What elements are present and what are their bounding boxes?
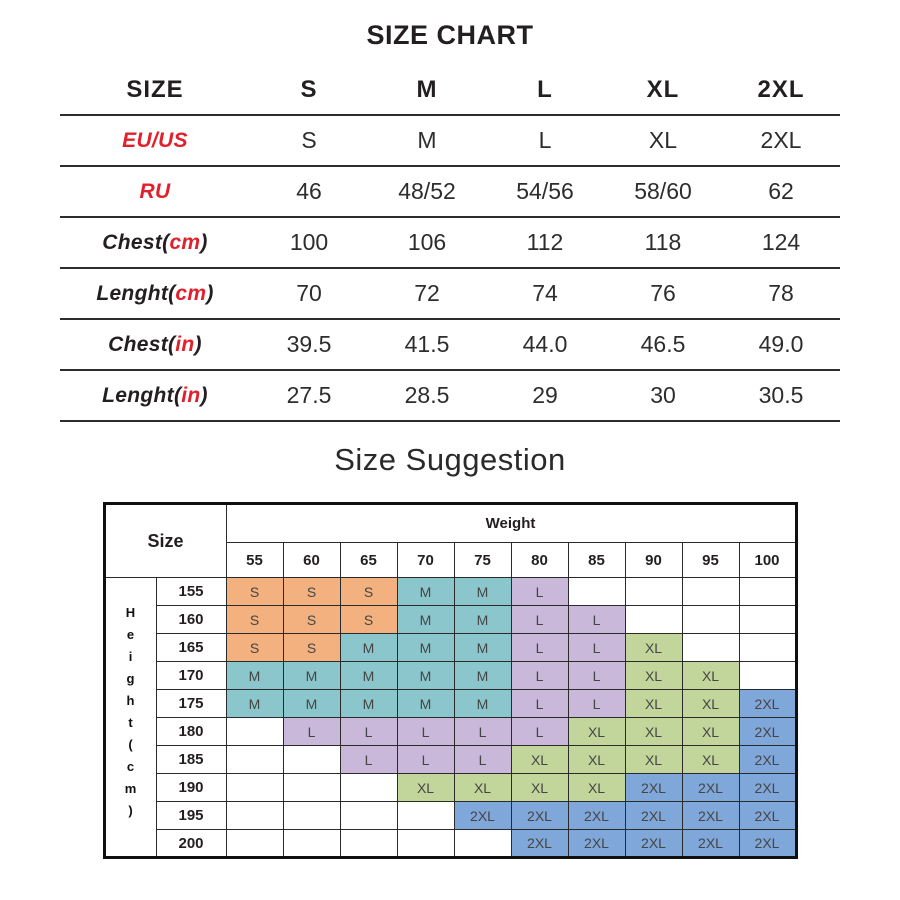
size-chart-row-label bbox=[60, 115, 250, 166]
size-cell: M bbox=[397, 662, 454, 690]
size-cell: 2XL bbox=[568, 802, 625, 830]
size-chart-value: 29 bbox=[532, 382, 558, 408]
weight-axis-label: Weight bbox=[226, 504, 796, 543]
row-label-part: cm bbox=[175, 281, 207, 305]
size-cell: XL bbox=[454, 774, 511, 802]
size-chart-value: 30 bbox=[650, 382, 676, 408]
empty-cell bbox=[625, 578, 682, 606]
size-cell: L bbox=[511, 690, 568, 718]
empty-cell bbox=[226, 746, 283, 774]
size-chart-value: 78 bbox=[768, 280, 794, 306]
size-cell: L bbox=[511, 578, 568, 606]
size-cell: 2XL bbox=[739, 718, 796, 746]
size-cell: M bbox=[454, 690, 511, 718]
size-chart-row bbox=[60, 370, 840, 421]
size-cell: L bbox=[568, 690, 625, 718]
empty-cell bbox=[397, 802, 454, 830]
size-cell: XL bbox=[568, 718, 625, 746]
empty-cell bbox=[283, 802, 340, 830]
suggestion-row bbox=[104, 690, 796, 718]
size-chart-row bbox=[60, 115, 840, 166]
height-tick: 165 bbox=[156, 634, 226, 662]
empty-cell bbox=[226, 718, 283, 746]
weight-tick: 85 bbox=[568, 543, 625, 578]
row-label-part: ) bbox=[200, 383, 208, 407]
size-cell: 2XL bbox=[454, 802, 511, 830]
height-tick: 200 bbox=[156, 830, 226, 858]
size-chart-row-label bbox=[60, 319, 250, 370]
size-chart-value: 44.0 bbox=[522, 331, 568, 357]
row-label-part: EU/US bbox=[122, 128, 188, 152]
size-cell: L bbox=[454, 746, 511, 774]
size-cell: M bbox=[283, 690, 340, 718]
size-cell: 2XL bbox=[739, 746, 796, 774]
empty-cell bbox=[682, 578, 739, 606]
size-cell: 2XL bbox=[682, 774, 739, 802]
size-chart-table bbox=[60, 65, 840, 422]
size-cell: L bbox=[397, 718, 454, 746]
size-cell: S bbox=[226, 578, 283, 606]
row-label-part: ) bbox=[200, 230, 208, 254]
size-chart-value: 39.5 bbox=[286, 331, 332, 357]
size-chart-col-header: S bbox=[300, 75, 318, 103]
size-chart-value: 70 bbox=[296, 280, 322, 306]
size-chart-value: 100 bbox=[289, 229, 329, 255]
size-cell: XL bbox=[682, 662, 739, 690]
size-cell: L bbox=[283, 718, 340, 746]
size-chart-value: 46 bbox=[296, 178, 322, 204]
suggestion-row bbox=[104, 746, 796, 774]
size-chart-value: 72 bbox=[414, 280, 440, 306]
suggestion-row bbox=[104, 662, 796, 690]
size-cell: L bbox=[340, 718, 397, 746]
height-tick: 185 bbox=[156, 746, 226, 774]
size-cell: 2XL bbox=[682, 830, 739, 858]
weight-tick: 90 bbox=[625, 543, 682, 578]
suggestion-row bbox=[104, 718, 796, 746]
size-cell: M bbox=[340, 662, 397, 690]
size-cell: M bbox=[226, 690, 283, 718]
subtitle: Size Suggestion bbox=[334, 442, 566, 477]
weight-header-row bbox=[104, 504, 796, 543]
empty-cell bbox=[739, 606, 796, 634]
weight-tick: 65 bbox=[340, 543, 397, 578]
empty-cell bbox=[739, 662, 796, 690]
row-label-part: Lenght( bbox=[96, 281, 176, 305]
size-cell: S bbox=[283, 634, 340, 662]
suggestion-row bbox=[104, 774, 796, 802]
weight-tick: 55 bbox=[226, 543, 283, 578]
size-chart-row-label bbox=[60, 166, 250, 217]
suggestion-row bbox=[104, 634, 796, 662]
size-chart-value: 118 bbox=[644, 229, 682, 255]
empty-cell bbox=[454, 830, 511, 858]
size-chart-label-col-header: SIZE bbox=[126, 75, 184, 103]
weight-tick: 95 bbox=[682, 543, 739, 578]
row-label-part: Chest( bbox=[108, 332, 176, 356]
size-chart-value: 58/60 bbox=[634, 178, 692, 204]
size-chart-row-label bbox=[60, 370, 250, 421]
weight-tick: 70 bbox=[397, 543, 454, 578]
size-cell: L bbox=[511, 718, 568, 746]
size-cell: M bbox=[340, 690, 397, 718]
size-chart-col-header: XL bbox=[646, 75, 680, 103]
size-chart-row bbox=[60, 166, 840, 217]
size-chart-value: 124 bbox=[761, 229, 801, 255]
empty-cell bbox=[682, 606, 739, 634]
size-chart-value: 74 bbox=[532, 280, 558, 306]
empty-cell bbox=[226, 830, 283, 858]
suggestion-row bbox=[104, 802, 796, 830]
size-cell: 2XL bbox=[568, 830, 625, 858]
size-chart-value: 49.0 bbox=[758, 331, 804, 357]
size-chart-value: S bbox=[301, 127, 317, 153]
size-cell: 2XL bbox=[739, 830, 796, 858]
size-chart-value: 41.5 bbox=[404, 331, 450, 357]
size-chart-value: 76 bbox=[650, 280, 676, 306]
size-cell: M bbox=[397, 606, 454, 634]
size-chart-value: 48/52 bbox=[398, 178, 456, 204]
weight-tick: 75 bbox=[454, 543, 511, 578]
page-title: SIZE CHART bbox=[366, 20, 534, 50]
size-cell: S bbox=[283, 578, 340, 606]
size-cell: S bbox=[340, 606, 397, 634]
height-tick: 180 bbox=[156, 718, 226, 746]
size-cell: L bbox=[568, 634, 625, 662]
size-cell: 2XL bbox=[739, 802, 796, 830]
empty-cell bbox=[739, 578, 796, 606]
row-label-part: Lenght( bbox=[102, 383, 182, 407]
size-cell: XL bbox=[625, 662, 682, 690]
size-cell: XL bbox=[511, 774, 568, 802]
size-chart-value: XL bbox=[648, 127, 678, 153]
row-label-part: in bbox=[181, 383, 201, 407]
size-cell: S bbox=[283, 606, 340, 634]
size-cell: XL bbox=[625, 746, 682, 774]
size-cell: L bbox=[511, 634, 568, 662]
size-chart-value: M bbox=[417, 127, 437, 153]
size-corner-label: Size bbox=[104, 504, 226, 578]
size-chart-row-label bbox=[60, 217, 250, 268]
height-axis-label-cell bbox=[104, 578, 156, 858]
size-cell: L bbox=[511, 662, 568, 690]
empty-cell bbox=[283, 830, 340, 858]
size-chart-col-header: L bbox=[537, 75, 553, 103]
size-cell: XL bbox=[682, 690, 739, 718]
size-cell: M bbox=[397, 634, 454, 662]
size-cell: 2XL bbox=[739, 774, 796, 802]
size-chart-row bbox=[60, 217, 840, 268]
size-chart-row bbox=[60, 319, 840, 370]
size-cell: M bbox=[454, 606, 511, 634]
empty-cell bbox=[397, 830, 454, 858]
size-cell: 2XL bbox=[511, 802, 568, 830]
height-tick: 175 bbox=[156, 690, 226, 718]
size-cell: 2XL bbox=[739, 690, 796, 718]
empty-cell bbox=[340, 830, 397, 858]
size-cell: M bbox=[340, 634, 397, 662]
size-cell: L bbox=[568, 606, 625, 634]
size-cell: M bbox=[454, 634, 511, 662]
size-cell: L bbox=[340, 746, 397, 774]
size-suggestion-table bbox=[103, 502, 798, 859]
size-chart-value: 30.5 bbox=[758, 382, 804, 408]
size-cell: XL bbox=[625, 718, 682, 746]
size-chart-row-label bbox=[60, 268, 250, 319]
row-label-part: Chest( bbox=[102, 230, 170, 254]
empty-cell bbox=[226, 774, 283, 802]
size-chart-value: 54/56 bbox=[516, 178, 574, 204]
row-label-part: in bbox=[175, 332, 195, 356]
empty-cell bbox=[739, 634, 796, 662]
empty-cell bbox=[340, 802, 397, 830]
size-cell: M bbox=[397, 578, 454, 606]
size-cell: XL bbox=[511, 746, 568, 774]
height-tick: 195 bbox=[156, 802, 226, 830]
empty-cell bbox=[283, 774, 340, 802]
size-cell: XL bbox=[397, 774, 454, 802]
size-cell: 2XL bbox=[625, 830, 682, 858]
size-cell: L bbox=[568, 662, 625, 690]
row-label-part: RU bbox=[139, 179, 171, 203]
row-label-part: ) bbox=[206, 281, 214, 305]
empty-cell bbox=[226, 802, 283, 830]
height-tick: 160 bbox=[156, 606, 226, 634]
size-cell: L bbox=[454, 718, 511, 746]
size-cell: XL bbox=[682, 746, 739, 774]
size-chart-col-header: M bbox=[416, 75, 438, 103]
empty-cell bbox=[340, 774, 397, 802]
size-cell: M bbox=[397, 690, 454, 718]
size-suggestion-section bbox=[0, 502, 900, 859]
size-chart-value: 112 bbox=[526, 229, 564, 255]
weight-tick: 80 bbox=[511, 543, 568, 578]
size-cell: 2XL bbox=[625, 802, 682, 830]
size-cell: XL bbox=[682, 718, 739, 746]
size-cell: XL bbox=[625, 634, 682, 662]
size-cell: M bbox=[454, 662, 511, 690]
size-chart-col-header: 2XL bbox=[757, 75, 805, 103]
size-cell: S bbox=[340, 578, 397, 606]
size-chart-value: 27.5 bbox=[286, 382, 332, 408]
size-chart-value: 46.5 bbox=[640, 331, 686, 357]
height-tick: 190 bbox=[156, 774, 226, 802]
height-tick: 170 bbox=[156, 662, 226, 690]
size-chart-header-row bbox=[60, 65, 840, 115]
weight-tick: 100 bbox=[739, 543, 796, 578]
size-cell: L bbox=[397, 746, 454, 774]
size-cell: S bbox=[226, 606, 283, 634]
empty-cell bbox=[625, 606, 682, 634]
empty-cell bbox=[682, 634, 739, 662]
size-cell: M bbox=[454, 578, 511, 606]
height-axis-label: Height(cm) bbox=[123, 604, 138, 825]
suggestion-row bbox=[104, 578, 796, 606]
empty-cell bbox=[283, 746, 340, 774]
size-cell: S bbox=[226, 634, 283, 662]
suggestion-row bbox=[104, 830, 796, 858]
empty-cell bbox=[568, 578, 625, 606]
row-label-part: ) bbox=[194, 332, 202, 356]
height-tick: 155 bbox=[156, 578, 226, 606]
size-chart-row bbox=[60, 268, 840, 319]
size-cell: M bbox=[226, 662, 283, 690]
size-cell: 2XL bbox=[625, 774, 682, 802]
size-chart-value: L bbox=[538, 127, 552, 153]
size-cell: 2XL bbox=[511, 830, 568, 858]
suggestion-row bbox=[104, 606, 796, 634]
size-chart-value: 28.5 bbox=[404, 382, 450, 408]
size-chart-value: 106 bbox=[407, 229, 447, 255]
size-cell: M bbox=[283, 662, 340, 690]
size-cell: XL bbox=[568, 746, 625, 774]
row-label-part: cm bbox=[169, 230, 201, 254]
size-chart-value: 2XL bbox=[760, 127, 802, 153]
size-cell: 2XL bbox=[682, 802, 739, 830]
size-cell: XL bbox=[625, 690, 682, 718]
size-cell: XL bbox=[568, 774, 625, 802]
size-chart-value: 62 bbox=[768, 178, 794, 204]
weight-tick: 60 bbox=[283, 543, 340, 578]
size-cell: L bbox=[511, 606, 568, 634]
